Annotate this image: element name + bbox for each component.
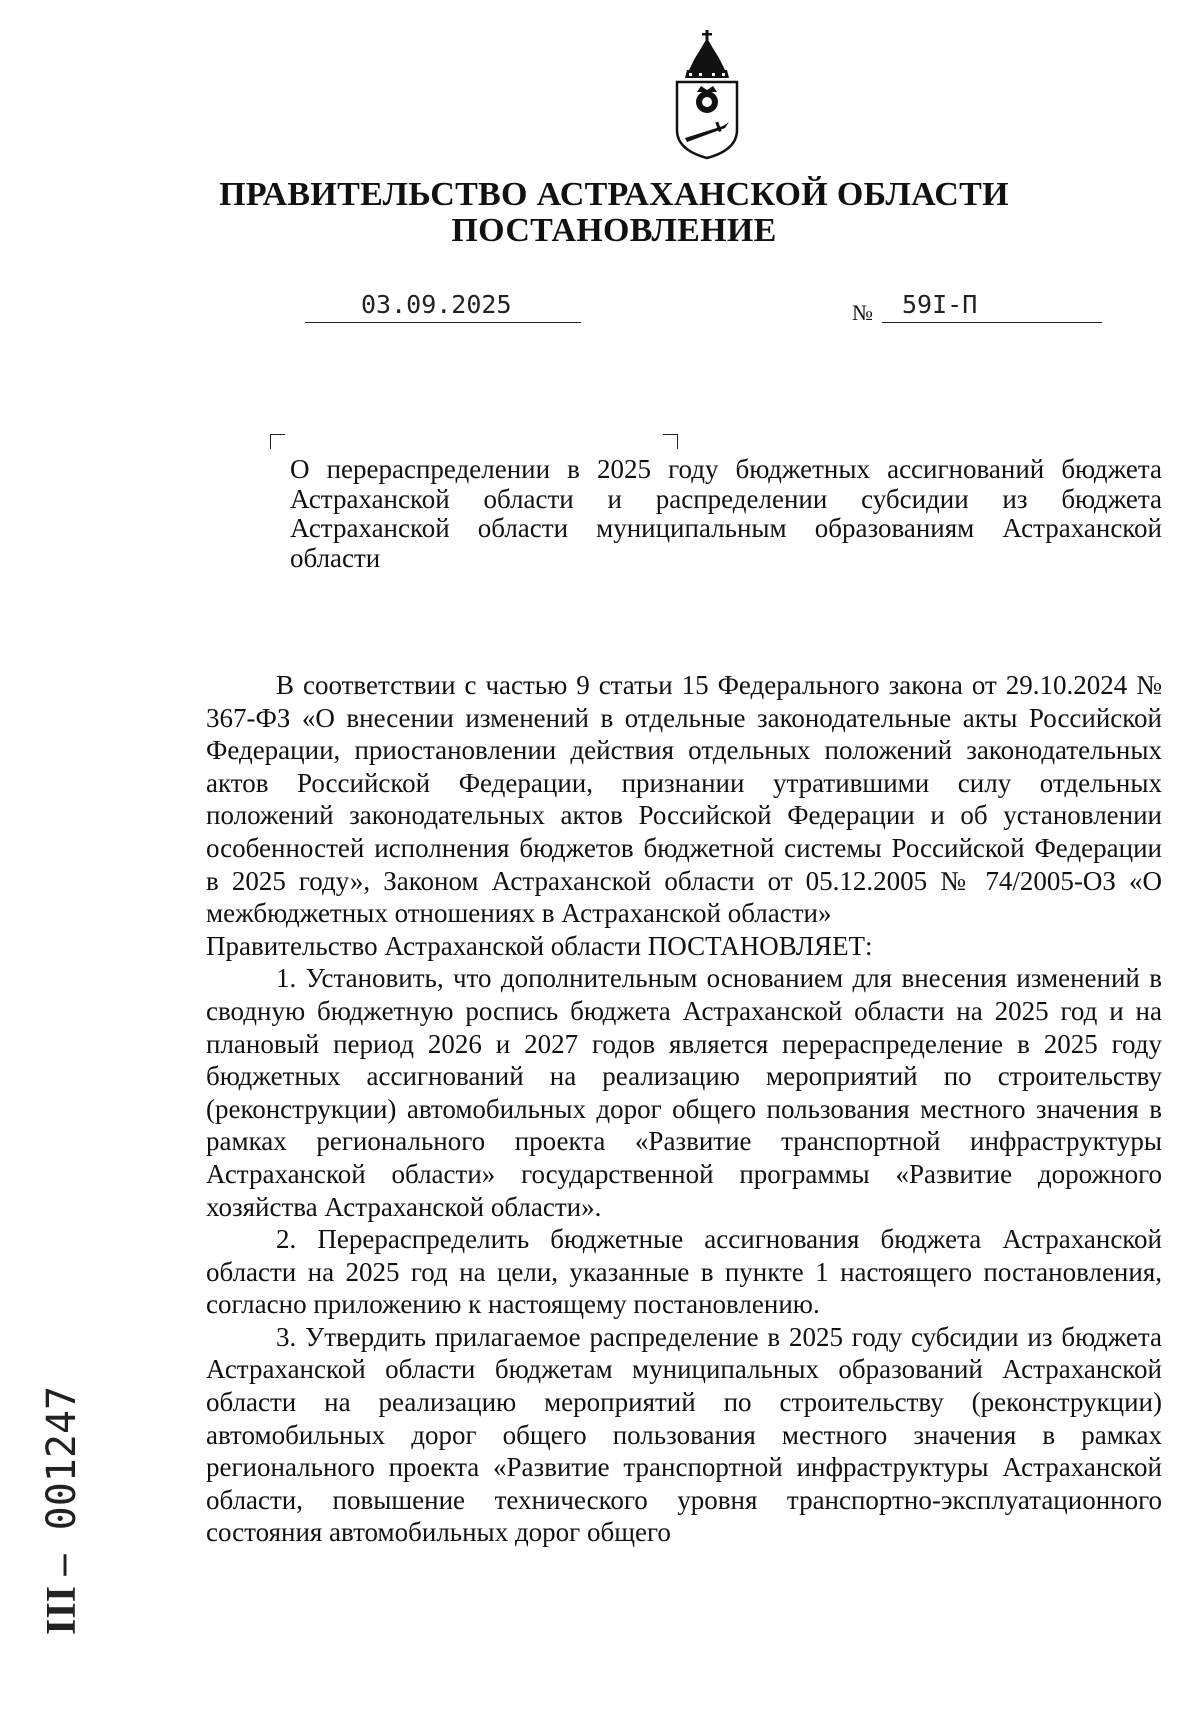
- number-label: №: [852, 300, 873, 325]
- subject-bracket-right: [663, 434, 678, 449]
- document-type-title: ПОСТАНОВЛЕНИЕ: [451, 212, 777, 249]
- document-number: 59I-П: [902, 290, 978, 319]
- document-date: 03.09.2025: [361, 290, 512, 319]
- preamble-paragraph: В соответствии с частью 9 статьи 15 Федерального закона от 29.10.2024 № 367-ФЗ «О внесении изменений в отдельные законодательные акты Российской Федерации, приостановлении действия отдельных положений законодательных актов Российской Федерации, признании утратившими силу отдельных положений законодательных актов Российской Федерации и об установлении особенностей исполнения бюджетов бюджетной системы Российской Федерации в 2025 году», Законом Астраханской области от 05.12.2005 № 74/2005-ОЗ «О межбюджетных отношениях в Астраханской области»: [206, 670, 1162, 929]
- subject-bracket-left: [270, 434, 285, 449]
- government-title: ПРАВИТЕЛЬСТВО АСТРАХАНСКОЙ ОБЛАСТИ: [219, 176, 1009, 213]
- date-field: [305, 290, 581, 323]
- document-subject: О перераспределении в 2025 году бюджетных ассигнований бюджета Астраханской области и распределении субсидии из бюджета Астраханской области муниципальным образованиям Астраханской области: [290, 454, 1162, 573]
- item-3-paragraph: 3. Утвердить прилагаемое распределение в 2025 году субсидии из бюджета Астраханской области бюджетам муниципальных образований Астраханской области на реализацию мероприятий по строительству (реконструкции) автомобильных дорог общего пользования местного значения в рамках регионального проекта «Развитие транспортной инфраструктуры Астраханской области, повышение технического уровня транспортно-эксплуатационного состояния автомобильных дорог общего: [206, 1321, 1162, 1548]
- number-field: [882, 290, 1102, 323]
- document-body: [206, 669, 1162, 1549]
- resolve-paragraph: Правительство Астраханской области ПОСТАНОВЛЯЕТ:: [206, 930, 873, 961]
- side-serial-stamp: [38, 1385, 98, 1635]
- coat-of-arms-icon: [667, 30, 747, 160]
- item-2-paragraph: 2. Перераспределить бюджетные ассигнования бюджета Астраханской области на 2025 год на цели, указанные в пункте 1 настоящего постановления, согласно приложению к настоящему постановлению.: [206, 1224, 1162, 1320]
- side-stamp-prefix: III –: [39, 1554, 85, 1635]
- item-1-paragraph: 1. Установить, что дополнительным основанием для внесения изменений в сводную бюджетную роспись бюджета Астраханской области на 2025 год и на плановый период 2026 и 2027 годов является перераспределение в 2025 году бюджетных ассигнований на реализацию мероприятий по строительству (реконструкции) автомобильных дорог общего пользования местного значения в рамках регионального проекта «Развитие транспортной инфраструктуры Астраханской области» государственной программы «Развитие дорожного хозяйства Астраханской области».: [206, 963, 1162, 1222]
- side-stamp-number: 001247: [39, 1385, 85, 1531]
